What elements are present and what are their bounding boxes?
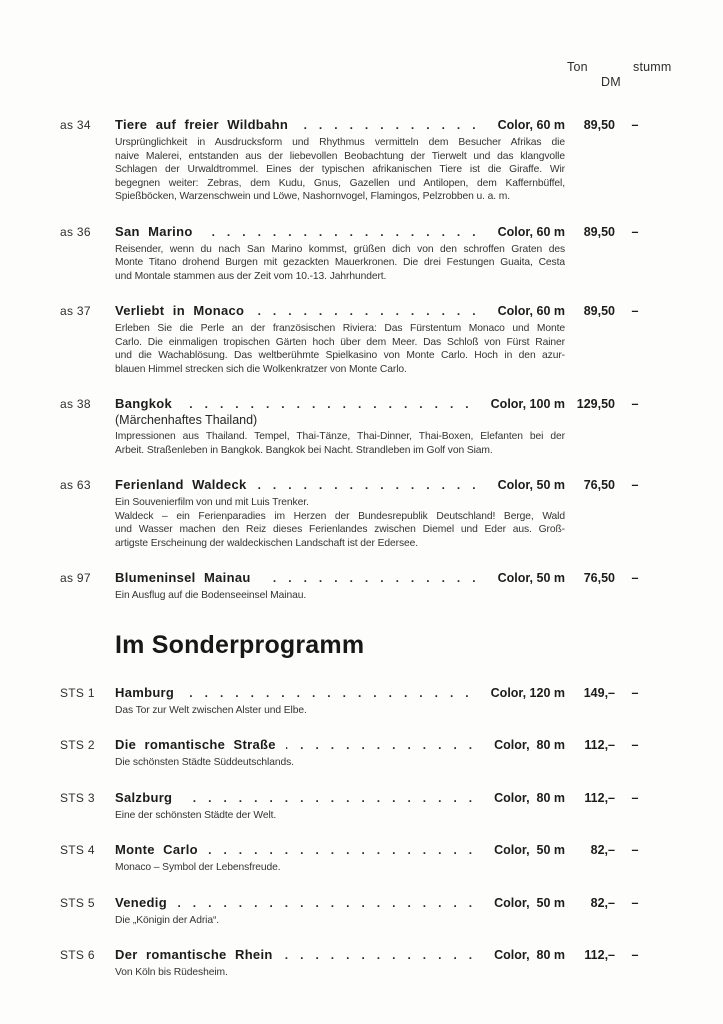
desc-line: Ein Souvenierfilm von und mit Luis Trenker. (115, 497, 309, 508)
desc-line: Impressionen aus Thailand. Tempel, Thai-Tänze, Thai-Dinner, Thai-Boxen, Elefanten bei der (115, 431, 565, 442)
entry-description (115, 861, 565, 875)
dot-leader (283, 946, 485, 964)
entry-spec: Color, 50 m (494, 895, 565, 910)
entry-price-stumm: – (631, 843, 639, 857)
entry-main (115, 395, 565, 457)
desc-line: blauen Himmel strecken sich die Wolkenkratzer von Monte Carlo. (115, 363, 407, 375)
entry-title-row (115, 223, 565, 241)
entry-price-stumm: – (631, 118, 639, 132)
entry-title: Tiere auf freier Wildbahn (115, 117, 289, 132)
entry-title: Verliebt in Monaco (115, 303, 245, 318)
desc-line: Eine der schönsten Städte der Welt. (115, 809, 277, 821)
column-header-stumm: stumm (633, 60, 672, 74)
entry-main (115, 684, 565, 718)
desc-line: und die Wachablösung. Das weltberühmte Spielkasino von Monte Carlo. Hoch in den azur- (115, 350, 565, 361)
catalog-entry-sts4 (0, 841, 723, 875)
entry-price-stumm: – (631, 948, 639, 962)
catalog-entry-sts2 (0, 736, 723, 770)
entry-title: Salzburg (115, 789, 173, 805)
desc-line: Arbeit. Straßenleben in Bangkok. Bangkok bei Nacht. Strandleben im Golf von Siam. (115, 444, 493, 456)
entry-description (115, 589, 565, 603)
dot-leader (286, 736, 484, 754)
entry-description (115, 496, 565, 550)
entry-price-stumm: – (631, 895, 639, 910)
entry-code: as 37 (60, 304, 91, 318)
desc-line: Waldeck – ein Ferienparadies im Herzen der Bundesrepublik Deutschland! Berge, Wald (115, 510, 565, 522)
entry-spec: Color, 60 m (497, 304, 565, 318)
catalog-entry-as34 (0, 116, 723, 204)
entry-price-stumm: – (631, 685, 639, 700)
entry-main (115, 116, 565, 204)
catalog-entry-as37 (0, 302, 723, 376)
entry-title: Venedig (115, 894, 167, 910)
entry-title: Der romantische Rhein (115, 947, 273, 962)
entry-title: Hamburg (115, 684, 175, 700)
entry-price-stumm: – (631, 478, 639, 492)
catalog-entry-sts6 (0, 946, 723, 980)
entry-description (115, 430, 565, 457)
entry-title-row (115, 476, 565, 494)
section-heading: Im Sonderprogramm (115, 630, 365, 659)
entry-price-ton: 129,50 (576, 397, 615, 411)
desc-line: Erleben Sie die Perle an der französischen Riviera: Das Fürstentum Monaco und Monte (115, 323, 565, 334)
column-header-ton: Ton (567, 60, 588, 74)
entry-main (115, 569, 565, 603)
dot-leader (177, 894, 484, 912)
entry-title-row (115, 684, 565, 702)
entry-description (115, 966, 565, 980)
desc-line: Spießböcken, Warzenschwein und Löwe, Nashornvogel, Flamingos, Pelzrobben u. a. m. (115, 191, 511, 202)
entry-title-row (115, 841, 565, 859)
entry-main (115, 302, 565, 376)
entry-title: Blumeninsel Mainau (115, 570, 251, 585)
entry-price-ton: 89,50 (583, 304, 615, 318)
entry-spec: Color, 50 m (494, 843, 565, 857)
entry-code: STS 6 (60, 948, 95, 962)
entry-main (115, 946, 565, 980)
entry-code: as 63 (60, 478, 91, 492)
entry-title: Die romantische Straße (115, 737, 276, 752)
entry-price-ton: 76,50 (583, 478, 615, 492)
entry-spec: Color, 50 m (497, 478, 565, 492)
entry-price-stumm: – (631, 790, 639, 805)
entry-price-stumm: – (631, 738, 639, 752)
dot-leader (257, 476, 488, 494)
dot-leader (254, 302, 487, 320)
entry-spec: Color, 80 m (494, 948, 565, 962)
entry-subtitle: (Märchenhaftes Thailand) (115, 413, 258, 427)
entry-code: as 97 (60, 571, 91, 585)
entry-description (115, 914, 565, 928)
desc-line: Reisender, wenn du nach San Marino kommst, grüßen dich von den schroffen Graten des (115, 243, 565, 255)
entry-price-ton: 76,50 (583, 571, 615, 585)
entry-title: Monte Carlo (115, 842, 198, 857)
entry-description (115, 322, 565, 376)
entry-description (115, 136, 565, 204)
entry-price-ton: 89,50 (583, 224, 615, 239)
entry-main (115, 736, 565, 770)
entry-price-ton: 82,– (590, 895, 615, 910)
entry-spec: Color, 120 m (490, 685, 565, 700)
desc-line: Carlo. Die einmaligen tropischen Gärten hoch über dem Meer. Das Schloß von Fürst Rainer (115, 336, 565, 348)
entry-code: STS 5 (60, 895, 95, 910)
entry-title: Ferienland Waldeck (115, 477, 247, 492)
desc-line: und Montale stammen aus der Zeit vom 10.-13. Jahrhundert. (115, 270, 387, 282)
entry-code: STS 1 (60, 685, 95, 700)
entry-price-ton: 112,– (584, 738, 615, 752)
entry-code: as 38 (60, 397, 91, 411)
entry-price-stumm: – (631, 571, 639, 585)
desc-line: Das Tor zur Welt zwischen Alster und Elbe. (115, 704, 307, 716)
entry-title-row (115, 395, 565, 413)
desc-line: naive Malerei, entstanden aus der liebevollen Beobachtung der Tierwelt und das klangvolle (115, 150, 565, 162)
dot-leader (208, 841, 484, 859)
entry-main (115, 894, 565, 928)
entry-price-stumm: – (631, 397, 639, 411)
entry-price-ton: 89,50 (583, 118, 615, 132)
entry-description (115, 756, 565, 770)
entry-title: San Marino (115, 223, 193, 239)
entry-price-ton: 112,– (584, 790, 615, 805)
entry-title-row (115, 736, 565, 754)
entry-price-ton: 82,– (590, 843, 615, 857)
dot-leader (182, 395, 481, 413)
entry-price-stumm: – (631, 224, 639, 239)
entry-title-row (115, 569, 565, 587)
entry-main (115, 841, 565, 875)
catalog-entry-as97 (0, 569, 723, 603)
entry-code: as 34 (60, 118, 91, 132)
entry-price-ton: 149,– (583, 685, 615, 700)
entry-description (115, 243, 565, 284)
catalog-entry-sts5 (0, 894, 723, 928)
entry-title-row (115, 116, 565, 134)
catalog-entry-as63 (0, 476, 723, 550)
desc-line: Die schönsten Städte Süddeutschlands. (115, 757, 294, 768)
catalog-entry-as36 (0, 223, 723, 284)
entry-title: Bangkok (115, 396, 173, 411)
desc-line: Monaco – Symbol der Lebensfreude. (115, 862, 281, 873)
desc-line: Die „Königin der Adria“. (115, 914, 220, 926)
desc-line: Monte Titano drohend Burgen mit gezackten Mauerkronen. Die drei Festungen Guaita, Cesta (115, 257, 565, 268)
catalog-entry-as38 (0, 395, 723, 457)
entry-spec: Color, 100 m (490, 397, 565, 411)
entry-spec: Color, 60 m (497, 118, 565, 132)
desc-line: Schlagen der Urwaldtrommel. Eines der typischen afrikanischen Tiere ist die Giraffe. Wir (115, 164, 565, 175)
dot-leader (184, 684, 480, 702)
entry-description (115, 704, 565, 718)
entry-title-row (115, 894, 565, 912)
catalog-entry-sts1 (0, 684, 723, 718)
entry-spec: Color, 50 m (497, 571, 565, 585)
entry-spec: Color, 60 m (497, 224, 565, 239)
desc-line: Ein Ausflug auf die Bodenseeinsel Mainau. (115, 590, 307, 601)
entry-title-row (115, 302, 565, 320)
desc-line: Ursprünglichkeit in Ausdrucksform und Rhythmus vermitteln dem Besucher Afrikas die (115, 137, 565, 148)
entry-title-row (115, 946, 565, 964)
dot-leader (182, 789, 484, 807)
column-header-dm: DM (601, 75, 621, 89)
entry-spec: Color, 80 m (494, 790, 565, 805)
entry-main (115, 476, 565, 550)
dot-leader (203, 223, 488, 241)
entry-code: as 36 (60, 224, 91, 239)
entry-main (115, 223, 565, 284)
entry-description (115, 809, 565, 823)
desc-line: artigste Erscheinung der waldeckischen Landschaft ist der Edersee. (115, 537, 419, 549)
entry-title-row (115, 789, 565, 807)
entry-code: STS 3 (60, 790, 95, 805)
dot-leader (298, 116, 488, 134)
desc-line: und Wasser machen den Reiz dieses Ferienlandes zwischen Diemel und Eder aus. Groß- (115, 524, 565, 535)
entry-spec: Color, 80 m (494, 738, 565, 752)
entry-code: STS 2 (60, 738, 95, 752)
catalog-entry-sts3 (0, 789, 723, 823)
entry-code: STS 4 (60, 843, 95, 857)
desc-line: Von Köln bis Rüdesheim. (115, 967, 228, 978)
entry-price-ton: 112,– (584, 948, 615, 962)
entry-price-stumm: – (631, 304, 639, 318)
desc-line: begegnen weiter: Zebras, dem Kudu, Gnus, Gazellen und Antilopen, dem Kaffernbüffel, (115, 177, 565, 189)
entry-main (115, 789, 565, 823)
dot-leader (261, 569, 488, 587)
